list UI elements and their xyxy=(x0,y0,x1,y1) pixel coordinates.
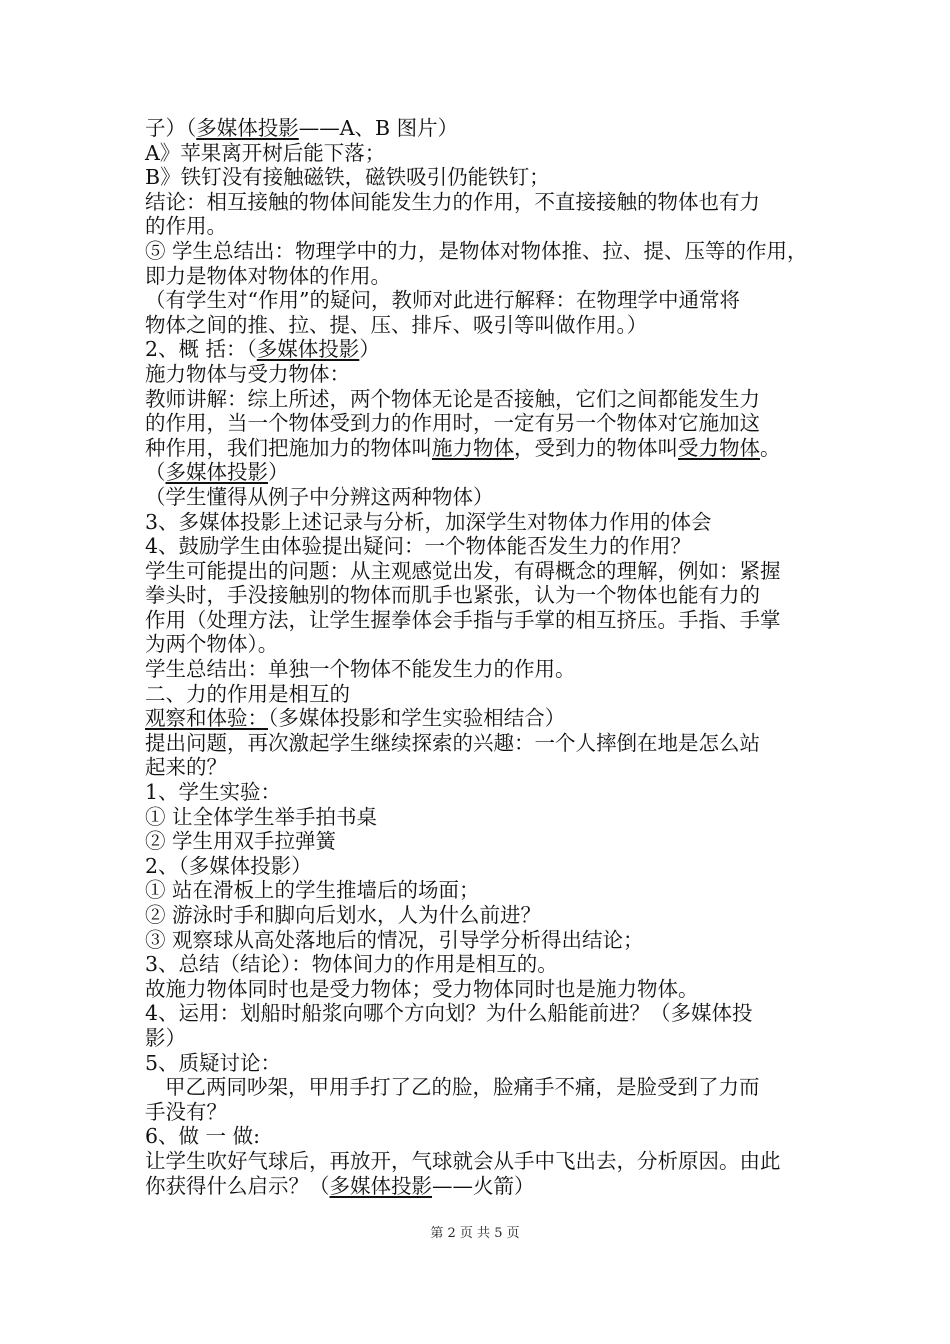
line-text: 结论：相互接触的物体间能发生力的作用，不直接接触的物体也有力 xyxy=(145,189,760,214)
text-line xyxy=(145,116,813,141)
line-text: 拳头时，手没接触别的物体而肌手也紧张，认为一个物体也能有力的 xyxy=(145,583,760,608)
underlined-text: 多媒体投影 xyxy=(196,116,299,140)
text-line xyxy=(145,854,813,879)
line-text: 6、做 一 做: xyxy=(145,1124,260,1149)
line-text: （ xyxy=(145,460,166,485)
line-text: ——A、B 图片） xyxy=(298,116,459,140)
line-text: 即力是物体对物体的作用。 xyxy=(145,263,391,288)
line-text: 施力物体与受力物体： xyxy=(145,361,350,386)
line-text: 4、运用：划船时船浆向哪个方向划？为什么船能前进？（多媒体投 xyxy=(145,1001,753,1026)
line-text: 为两个物体）。 xyxy=(145,632,279,657)
line-text: 物体之间的推、拉、提、压、排斥、吸引等叫做作用。） xyxy=(145,312,648,337)
text-line xyxy=(145,829,813,854)
text-line xyxy=(145,952,813,977)
text-line xyxy=(145,780,813,805)
line-text: （有学生对“作用”的疑问，教师对此进行解释：在物理学中通常将 xyxy=(145,288,740,313)
text-line xyxy=(145,337,813,362)
text-line xyxy=(145,165,813,190)
text-line xyxy=(145,559,813,584)
line-text: 你获得什么启示？（ xyxy=(145,1173,330,1198)
line-text: 学生可能提出的问题：从主观感觉出发，有碍概念的理解，例如：紧握 xyxy=(145,558,781,583)
text-line xyxy=(145,288,813,313)
line-text: A》苹果离开树后能下落； xyxy=(145,140,386,165)
line-text: 种作用，我们把施加力的物体叫 xyxy=(145,435,432,460)
line-text: B》铁钉没有接触磁铁，磁铁吸引仍能铁钉； xyxy=(145,165,550,190)
line-text: 子）（ xyxy=(145,116,197,140)
text-line xyxy=(145,362,813,387)
text-line xyxy=(145,436,813,461)
underlined-text: 受力物体 xyxy=(678,435,760,460)
text-line xyxy=(145,878,813,903)
text-line xyxy=(145,1149,813,1174)
text-line xyxy=(145,903,813,928)
text-line xyxy=(145,805,813,830)
line-text: ，受到力的物体叫 xyxy=(514,435,678,460)
underlined-text: 施力物体 xyxy=(432,435,514,460)
line-text: 3、多媒体投影上述记录与分析，加深学生对物体力作用的体会 xyxy=(145,509,712,534)
line-text: 2、概 括：（ xyxy=(145,337,257,362)
text-line xyxy=(145,1100,813,1125)
line-text: ② 游泳时手和脚向后划水，人为什么前进？ xyxy=(145,903,542,927)
text-line xyxy=(145,706,813,731)
line-text: 3、总结（结论）：物体间力的作用是相互的。 xyxy=(145,952,558,977)
text-line xyxy=(145,682,813,707)
line-text: ） xyxy=(268,460,289,485)
line-text: 4、鼓励学生由体验提出疑问：一个物体能否发生力的作用？ xyxy=(145,534,692,559)
line-text: ① 站在滑板上的学生推墙后的场面； xyxy=(145,878,480,903)
line-text: 二、力的作用是相互的 xyxy=(145,681,350,706)
line-text: 的作用，当一个物体受到力的作用时，一定有另一个物体对它施加这 xyxy=(145,411,760,436)
line-text: （学生懂得从例子中分辨这两种物体） xyxy=(145,484,494,509)
text-line xyxy=(145,1001,813,1026)
underlined-text: 多媒体投影 xyxy=(165,460,268,485)
line-text: ） xyxy=(359,337,380,362)
page-footer: 第 2 页 共 5 页 xyxy=(430,1226,520,1241)
line-text: ② 学生用双手拉弹簧 xyxy=(145,829,337,854)
line-text: 1、学生实验： xyxy=(145,780,282,805)
underlined-text: 多媒体投影 xyxy=(256,337,360,362)
document-body xyxy=(145,116,813,1198)
text-line xyxy=(145,313,813,338)
line-text: 起来的？ xyxy=(145,755,227,780)
text-line xyxy=(145,1026,813,1051)
text-line xyxy=(145,608,813,633)
text-line xyxy=(145,1124,813,1149)
text-line xyxy=(145,264,813,289)
text-line xyxy=(145,583,813,608)
text-line xyxy=(145,755,813,780)
text-line xyxy=(145,657,813,682)
text-line xyxy=(145,1174,813,1199)
line-text: 5、质疑讨论： xyxy=(145,1050,282,1075)
text-line xyxy=(145,411,813,436)
line-text: 作用（处理方法，让学生握拳体会手指与手掌的相互挤压。手指、手掌 xyxy=(145,607,781,632)
text-line xyxy=(145,460,813,485)
line-text: 手没有？ xyxy=(145,1099,227,1124)
line-text: ① 让全体学生举手拍书桌 xyxy=(145,804,378,829)
line-text: ——火箭） xyxy=(432,1173,535,1198)
line-text: 让学生吹好气球后，再放开，气球就会从手中飞出去，分析原因。由此 xyxy=(145,1148,781,1173)
text-line xyxy=(145,977,813,1002)
line-text: 2、（多媒体投影） xyxy=(145,853,312,878)
text-line xyxy=(145,239,813,264)
text-line xyxy=(145,485,813,510)
text-line xyxy=(145,141,813,166)
text-line xyxy=(145,214,813,239)
line-text: 的作用。 xyxy=(145,214,227,239)
text-line xyxy=(145,731,813,756)
text-line xyxy=(145,1075,813,1100)
underlined-text: 观察和体验： xyxy=(145,706,268,731)
text-line xyxy=(145,190,813,215)
line-text: 。 xyxy=(760,435,781,460)
text-line xyxy=(145,510,813,535)
underlined-text: 多媒体投影 xyxy=(329,1173,432,1198)
line-text: ③ 观察球从高处落地后的情况，引导学分析得出结论； xyxy=(145,927,644,952)
line-text: 故施力物体同时也是受力物体；受力物体同时也是施力物体。 xyxy=(145,976,699,1001)
line-text: 甲乙两同吵架，甲用手打了乙的脸，脸痛手不痛，是脸受到了力而 xyxy=(165,1075,760,1100)
text-line xyxy=(145,534,813,559)
line-text: （多媒体投影和学生实验相结合） xyxy=(268,706,566,731)
line-text: 影） xyxy=(145,1025,186,1050)
text-line xyxy=(145,387,813,412)
text-line xyxy=(145,632,813,657)
line-text: 学生总结出：单独一个物体不能发生力的作用。 xyxy=(145,657,576,682)
line-text: 教师讲解：综上所述，两个物体无论是否接触，它们之间都能发生力 xyxy=(145,386,760,411)
line-text: 提出问题，再次激起学生继续探索的兴趣：一个人摔倒在地是怎么站 xyxy=(145,730,760,755)
line-text: ⑤ 学生总结出：物理学中的力，是物体对物体推、拉、提、压等的作用， xyxy=(145,238,808,263)
text-line xyxy=(145,1051,813,1076)
text-line xyxy=(145,928,813,953)
